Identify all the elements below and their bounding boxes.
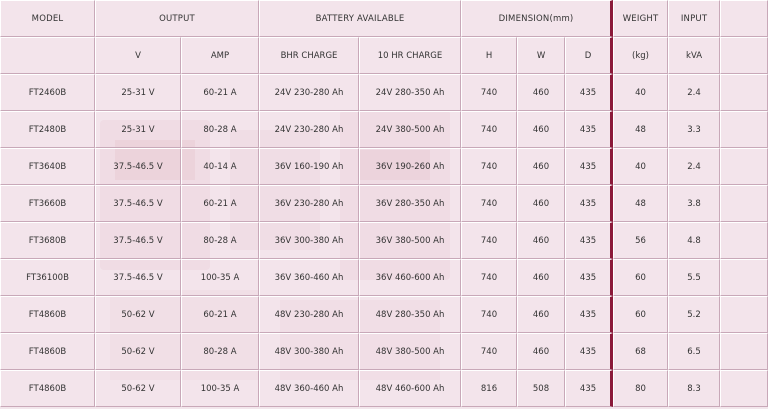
cell-kg: 56 xyxy=(613,222,668,259)
table-row xyxy=(0,148,768,185)
cell-w: 460 xyxy=(517,111,565,148)
cell-hr10: 24V 380-500 Ah xyxy=(359,111,461,148)
cell-blank xyxy=(720,296,768,333)
subheader-kva: kVA xyxy=(668,37,720,74)
cell-kva: 3.8 xyxy=(668,185,720,222)
header-blank xyxy=(720,0,768,37)
cell-kva: 5.5 xyxy=(668,259,720,296)
cell-bhr: 36V 300-380 Ah xyxy=(259,222,359,259)
cell-model: FT2460B xyxy=(0,74,95,111)
cell-blank xyxy=(720,370,768,407)
cell-amp: 100-35 A xyxy=(181,370,259,407)
cell-h: 740 xyxy=(461,296,517,333)
subheader-v: V xyxy=(95,37,181,74)
subheader-h: H xyxy=(461,37,517,74)
cell-amp: 80-28 A xyxy=(181,222,259,259)
header-output: OUTPUT xyxy=(95,0,259,37)
cell-bhr: 48V 300-380 Ah xyxy=(259,333,359,370)
cell-kva: 3.3 xyxy=(668,111,720,148)
table-row xyxy=(0,370,768,407)
cell-blank xyxy=(720,148,768,185)
cell-blank xyxy=(720,259,768,296)
cell-w: 460 xyxy=(517,259,565,296)
cell-d: 435 xyxy=(565,333,613,370)
table-row xyxy=(0,111,768,148)
cell-blank xyxy=(720,111,768,148)
subheader-kg: (kg) xyxy=(613,37,668,74)
cell-d: 435 xyxy=(565,74,613,111)
cell-d: 435 xyxy=(565,370,613,407)
cell-w: 460 xyxy=(517,222,565,259)
cell-bhr: 36V 160-190 Ah xyxy=(259,148,359,185)
cell-model: FT4860B xyxy=(0,370,95,407)
cell-model: FT4860B xyxy=(0,333,95,370)
cell-v: 50-62 V xyxy=(95,333,181,370)
header-dimension: DIMENSION(mm) xyxy=(461,0,613,37)
cell-kg: 60 xyxy=(613,296,668,333)
cell-d: 435 xyxy=(565,259,613,296)
cell-h: 740 xyxy=(461,74,517,111)
cell-h: 740 xyxy=(461,333,517,370)
cell-model: FT3660B xyxy=(0,185,95,222)
cell-blank xyxy=(720,333,768,370)
cell-kva: 2.4 xyxy=(668,148,720,185)
header-battery: BATTERY AVAILABLE xyxy=(259,0,461,37)
cell-hr10: 48V 380-500 Ah xyxy=(359,333,461,370)
cell-w: 460 xyxy=(517,148,565,185)
subheader-d: D xyxy=(565,37,613,74)
cell-v: 25-31 V xyxy=(95,111,181,148)
cell-w: 508 xyxy=(517,370,565,407)
cell-v: 50-62 V xyxy=(95,296,181,333)
subheader-10hr: 10 HR CHARGE xyxy=(359,37,461,74)
cell-d: 435 xyxy=(565,148,613,185)
header-model: MODEL xyxy=(0,0,95,37)
subheader-row xyxy=(0,37,768,74)
cell-kg: 60 xyxy=(613,259,668,296)
header-row xyxy=(0,0,768,37)
cell-d: 435 xyxy=(565,185,613,222)
cell-kva: 6.5 xyxy=(668,333,720,370)
header-input: INPUT xyxy=(668,0,720,37)
cell-amp: 100-35 A xyxy=(181,259,259,296)
cell-v: 37.5-46.5 V xyxy=(95,185,181,222)
cell-bhr: 24V 230-280 Ah xyxy=(259,74,359,111)
cell-d: 435 xyxy=(565,222,613,259)
table-row xyxy=(0,259,768,296)
table-row xyxy=(0,185,768,222)
cell-amp: 80-28 A xyxy=(181,111,259,148)
cell-kva: 8.3 xyxy=(668,370,720,407)
subheader-amp: AMP xyxy=(181,37,259,74)
cell-blank xyxy=(720,185,768,222)
cell-w: 460 xyxy=(517,185,565,222)
table-row xyxy=(0,296,768,333)
table-row xyxy=(0,74,768,111)
subheader-w: W xyxy=(517,37,565,74)
cell-h: 740 xyxy=(461,259,517,296)
cell-amp: 60-21 A xyxy=(181,296,259,333)
cell-bhr: 48V 360-460 Ah xyxy=(259,370,359,407)
cell-kg: 48 xyxy=(613,185,668,222)
table-row xyxy=(0,222,768,259)
cell-h: 740 xyxy=(461,111,517,148)
cell-bhr: 48V 230-280 Ah xyxy=(259,296,359,333)
cell-v: 37.5-46.5 V xyxy=(95,222,181,259)
subheader-blank xyxy=(720,37,768,74)
cell-w: 460 xyxy=(517,333,565,370)
cell-hr10: 24V 280-350 Ah xyxy=(359,74,461,111)
header-weight: WEIGHT xyxy=(613,0,668,37)
cell-kva: 5.2 xyxy=(668,296,720,333)
cell-hr10: 36V 380-500 Ah xyxy=(359,222,461,259)
cell-d: 435 xyxy=(565,111,613,148)
cell-v: 37.5-46.5 V xyxy=(95,148,181,185)
table-row xyxy=(0,333,768,370)
cell-kg: 80 xyxy=(613,370,668,407)
cell-amp: 60-21 A xyxy=(181,185,259,222)
cell-blank xyxy=(720,222,768,259)
cell-w: 460 xyxy=(517,74,565,111)
cell-amp: 40-14 A xyxy=(181,148,259,185)
cell-model: FT3640B xyxy=(0,148,95,185)
cell-hr10: 36V 280-350 Ah xyxy=(359,185,461,222)
cell-bhr: 36V 360-460 Ah xyxy=(259,259,359,296)
cell-hr10: 36V 460-600 Ah xyxy=(359,259,461,296)
cell-kva: 4.8 xyxy=(668,222,720,259)
cell-amp: 80-28 A xyxy=(181,333,259,370)
cell-hr10: 48V 280-350 Ah xyxy=(359,296,461,333)
subheader-model-blank xyxy=(0,37,95,74)
cell-bhr: 36V 230-280 Ah xyxy=(259,185,359,222)
cell-model: FT3680B xyxy=(0,222,95,259)
cell-h: 740 xyxy=(461,148,517,185)
cell-h: 816 xyxy=(461,370,517,407)
subheader-bhr: BHR CHARGE xyxy=(259,37,359,74)
cell-amp: 60-21 A xyxy=(181,74,259,111)
cell-model: FT4860B xyxy=(0,296,95,333)
cell-kva: 2.4 xyxy=(668,74,720,111)
cell-bhr: 24V 230-280 Ah xyxy=(259,111,359,148)
cell-kg: 48 xyxy=(613,111,668,148)
cell-hr10: 36V 190-260 Ah xyxy=(359,148,461,185)
cell-hr10: 48V 460-600 Ah xyxy=(359,370,461,407)
cell-blank xyxy=(720,74,768,111)
cell-h: 740 xyxy=(461,222,517,259)
cell-d: 435 xyxy=(565,296,613,333)
cell-v: 25-31 V xyxy=(95,74,181,111)
cell-v: 37.5-46.5 V xyxy=(95,259,181,296)
cell-v: 50-62 V xyxy=(95,370,181,407)
cell-kg: 40 xyxy=(613,148,668,185)
cell-w: 460 xyxy=(517,296,565,333)
cell-kg: 40 xyxy=(613,74,668,111)
cell-kg: 68 xyxy=(613,333,668,370)
cell-model: FT36100B xyxy=(0,259,95,296)
cell-h: 740 xyxy=(461,185,517,222)
cell-model: FT2480B xyxy=(0,111,95,148)
